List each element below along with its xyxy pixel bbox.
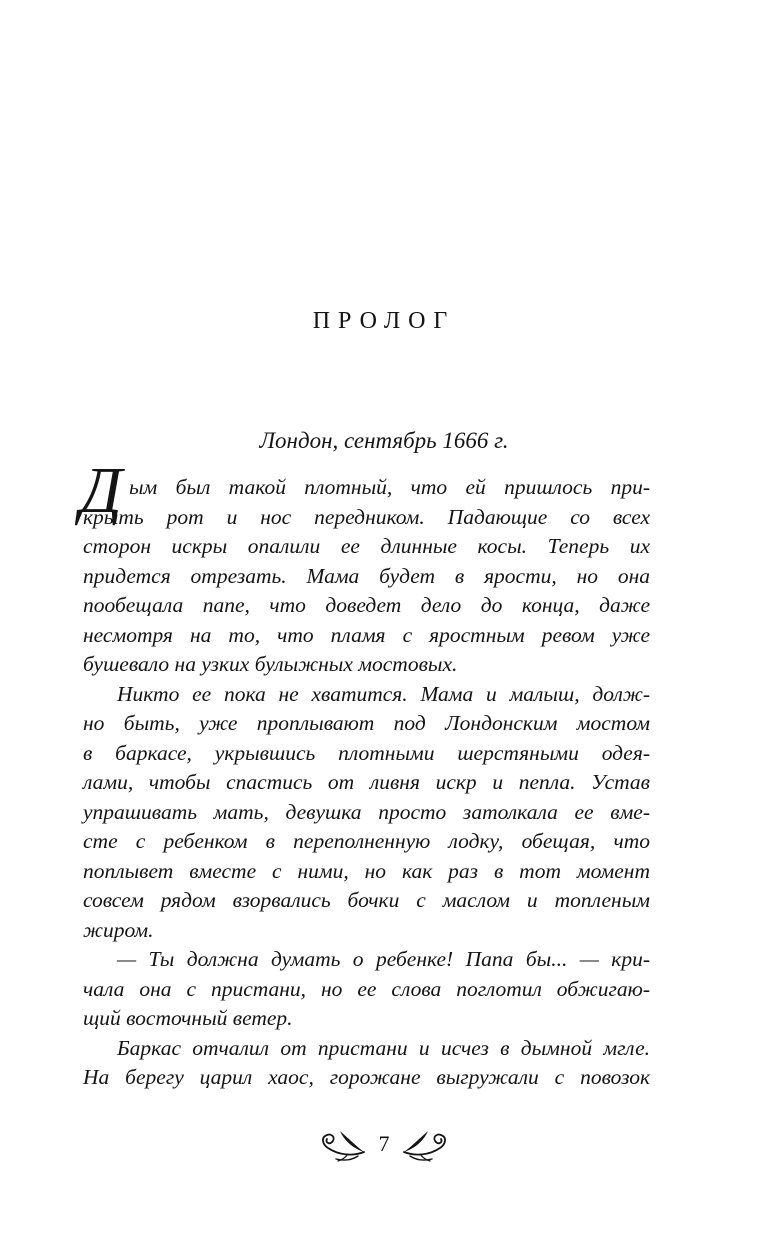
text-line: совсем рядом взорвались бочки с маслом и топленым (83, 888, 650, 912)
text-line: но быть, уже проплывают под Лондонским мостом (83, 711, 650, 735)
text-line: На берегу царил хаос, горожане выгружали с повозок (83, 1065, 650, 1089)
text-line: бушевало на узких булыжных мостовых. (83, 652, 458, 676)
chapter-title: ПРОЛОГ (312, 308, 456, 334)
text-line: пообещала папе, что доведет дело до конца, даже (83, 593, 650, 617)
flourish-ornament-left-icon (318, 1126, 366, 1162)
page-number: 7 (378, 1131, 390, 1156)
body-text (83, 473, 650, 1093)
text-line: лами, чтобы спастись от ливня искр и пепла. Устав (83, 770, 650, 794)
place-date-heading: Лондон, сентябрь 1666 г. (259, 428, 509, 453)
text-line: Никто ее пока не хватится. Мама и малыш, долж- (117, 681, 650, 706)
text-line: сте с ребенком в переполненную лодку, обещая, что (83, 829, 650, 853)
text-line: несмотря на то, что пламя с яростным ревом уже (83, 622, 650, 647)
text-line: чала она с пристани, но ее слова поглотил обжигаю- (83, 976, 650, 1001)
text-line: крыть рот и нос передником. Падающие со всех (83, 504, 650, 529)
page-footer (0, 1124, 768, 1164)
flourish-ornament-right-icon (402, 1126, 450, 1162)
text-line: щий восточный ветер. (83, 1006, 293, 1030)
text-line: ым был такой плотный, что ей пришлось при- (129, 475, 650, 499)
text-line: придется отрезать. Мама будет в ярости, но она (83, 563, 650, 588)
text-line: сторон искры опалили ее длинные косы. Теперь их (83, 534, 650, 558)
drop-cap-letter: Д (80, 454, 122, 527)
text-line: поплывет вместе с ними, но как раз в тот момент (83, 858, 650, 883)
text-line: Баркас отчалил от пристани и исчез в дымной мгле. (117, 1035, 650, 1060)
text-line: — Ты должна думать о ребенке! Папа бы... — кри- (117, 947, 650, 971)
text-line: жиром. (83, 917, 154, 942)
text-line: упрашивать мать, девушка просто затолкала ее вме- (83, 799, 650, 824)
text-line: в баркасе, укрывшись плотными шерстяными одея- (83, 740, 650, 765)
